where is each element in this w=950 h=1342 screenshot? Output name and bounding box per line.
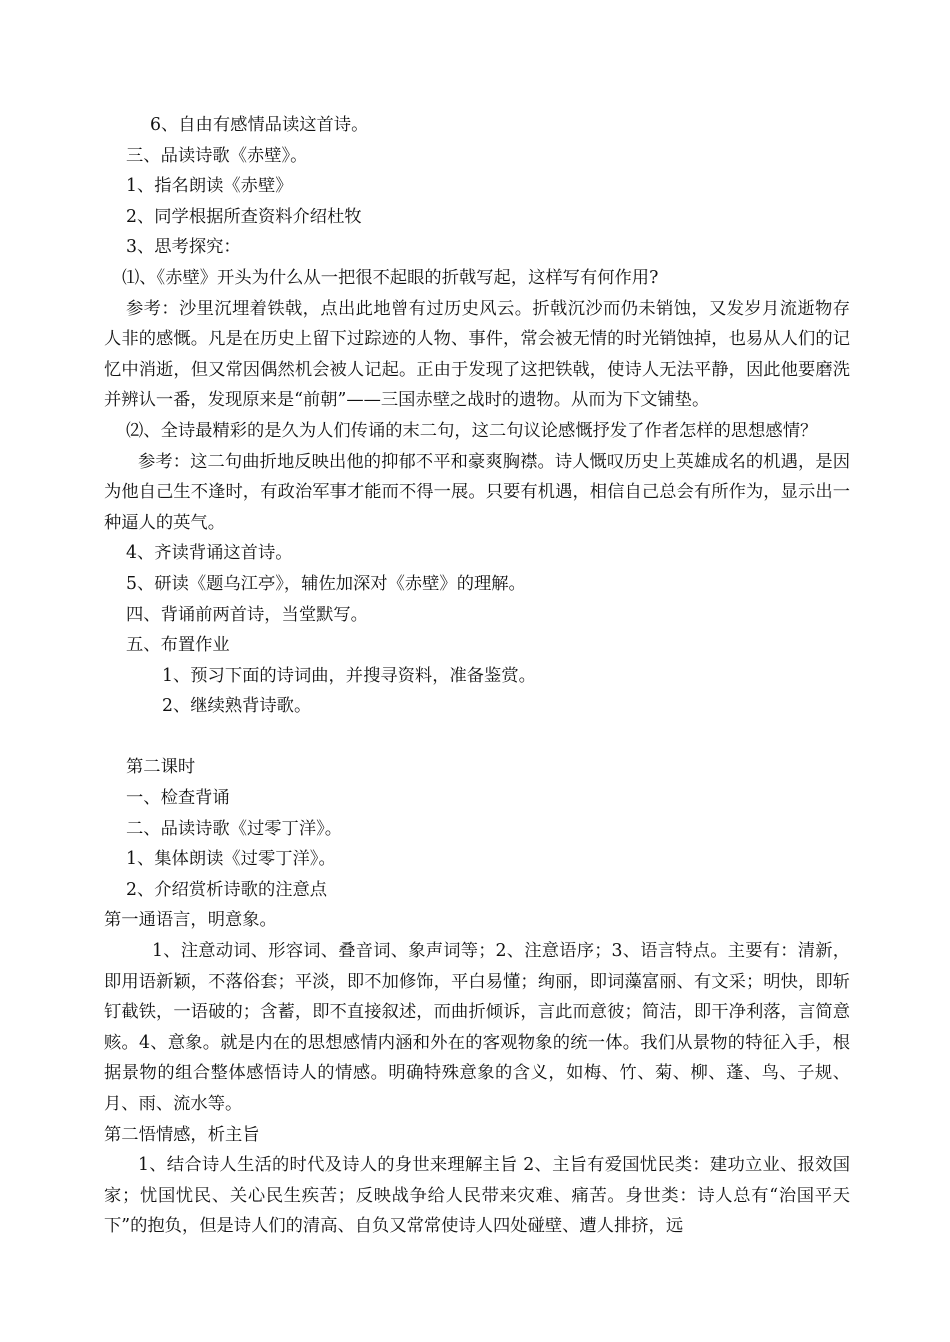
answer-paragraph: 参考：沙里沉埋着铁戟，点出此地曾有过历史风云。折戟沉沙而仍未销蚀，又发岁月流逝物存人非的感慨。凡是在历史上留下过踪迹的人物、事件，常会被无情的时光销蚀掉，也易从人们的记忆中消逝，但又常因偶然机会被人记起。正由于发现了这把铁戟，使诗人无法平静，因此他要磨洗并辨认一番，发现原来是“前朝”——三国赤壁之战时的遗物。从而为下文铺垫。 (104, 298, 850, 411)
answer-paragraph: 参考：这二句曲折地反映出他的抑郁不平和豪爽胸襟。诗人慨叹历史上英雄成名的机遇，是因为他自己生不逢时，有政治军事才能而不得一展。只要有机遇，相信自己总会有所作为，显示出一种逼人的英气。 (104, 451, 850, 533)
text-line: 6、自由有感情品读这首诗。 (150, 115, 369, 135)
subheading: 第一通语言，明意象。 (104, 910, 277, 931)
text-line: 1、集体朗读《过零丁洋》。 (126, 849, 336, 870)
section-heading: 一、检查背诵 (126, 788, 230, 809)
text-line: 2、介绍赏析诗歌的注意点 (126, 879, 328, 900)
text-line: 4、齐读背诵这首诗。 (126, 543, 293, 564)
section-heading: 二、品读诗歌《过零丁洋》。 (126, 818, 343, 839)
document-page (104, 110, 850, 1242)
text-line: 2、继续熟背诗歌。 (162, 696, 312, 717)
text-line: 2、同学根据所查资料介绍杜牧 (126, 206, 362, 227)
text-line: 5、研读《题乌江亭》，辅佐加深对《赤壁》的理解。 (126, 573, 526, 594)
lesson-heading: 第二课时 (126, 757, 196, 778)
section-heading: 四、背诵前两首诗，当堂默写。 (126, 604, 368, 625)
question-line: ⑵、全诗最精彩的是久为人们传诵的末二句，这二句议论感慨抒发了作者怎样的思想感情？ (126, 420, 818, 441)
blank-line (104, 722, 850, 753)
question-line: ⑴、《赤壁》开头为什么从一把很不起眼的折戟写起，这样写有何作用? (122, 267, 659, 288)
body-paragraph: 1、结合诗人生活的时代及诗人的身世来理解主旨 2、主旨有爱国忧民类：建功立业、报效国家；忧国忧民、关心民生疾苦；反映战争给人民带来灾难、痛苦。身世类：诗人总有“治国平天下”的抱负，但是诗人们的清高、自负又常常使诗人四处碰壁、遭人排挤，远 (104, 1155, 850, 1237)
text-line: 1、预习下面的诗词曲，并搜寻资料，准备鉴赏。 (162, 665, 536, 686)
section-heading: 三、品读诗歌《赤壁》。 (126, 145, 308, 166)
text-line: 3、思考探究： (126, 237, 241, 258)
subheading: 第二悟情感，析主旨 (104, 1124, 260, 1145)
body-paragraph: 1、注意动词、形容词、叠音词、象声词等；2、注意语序；3、语言特点。主要有：清新，即用语新颖，不落俗套；平淡，即不加修饰，平白易懂；绚丽，即词藻富丽、有文采；明快，即斩钉截铁，一语破的；含蓄，即不直接叙述，而曲折倾诉，言此而意彼；简洁，即干净利落，言简意赅。4、意象。就是内在的思想感情内涵和外在的客观物象的统一体。我们从景物的特征入手，根据景物的组合整体感悟诗人的情感。明确特殊意象的含义，如梅、竹、菊、柳、蓬、鸟、子规、月、雨、流水等。 (104, 941, 850, 1114)
text-line: 1、指名朗读《赤壁》 (126, 176, 293, 197)
section-heading: 五、布置作业 (126, 635, 230, 656)
